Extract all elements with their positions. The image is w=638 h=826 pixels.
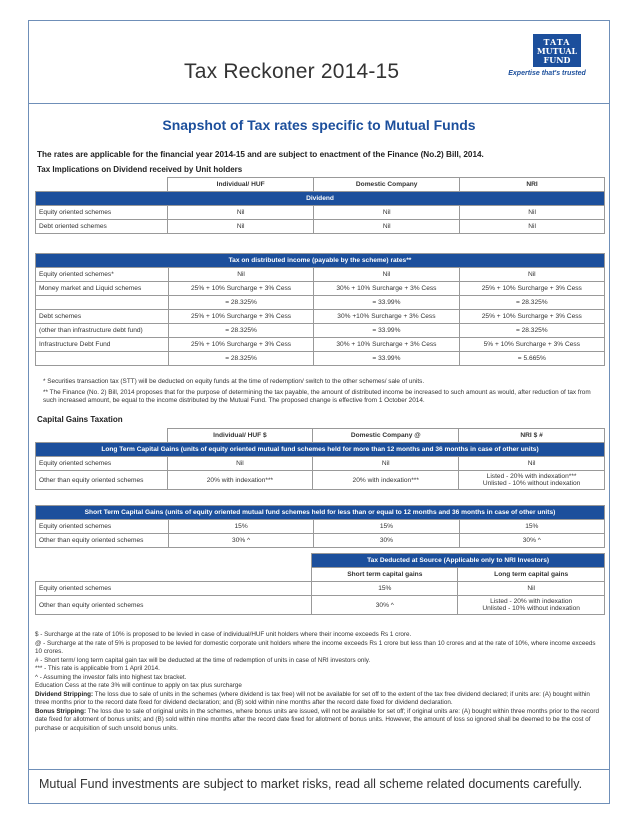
table-cell: = 28.325% (168, 352, 313, 366)
bonus-stripping-text: The loss due to sale of original units in the schemes, where bonus units are issued, will not be available for set off; if original units are: (A) bought within three months prior to the record date fixed for allotment of bonus units; and (B) sold within nine months after the record date fixed for allotment of bonus units. However, the amount of loss so ignored shall be deemed to be the cost of purchase or acquisition of such unsold bonus units. (35, 707, 599, 732)
band-cell: Tax on distributed income (payable by the scheme) rates** (36, 254, 605, 268)
table-cell: Equity oriented schemes (36, 520, 169, 534)
page-title: Tax Reckoner 2014-15 (184, 60, 400, 83)
snapshot-title: Snapshot of Tax rates specific to Mutual Funds (162, 117, 476, 133)
table-cell: 30% +10% Surcharge + 3% Cess (314, 310, 459, 324)
dividend-heading: Tax Implications on Dividend received by Unit holders (37, 165, 243, 174)
tagline: Expertise that's trusted (508, 70, 586, 77)
table-cell: 25% + 10% Surcharge + 3% Cess (459, 282, 604, 296)
table-cell (459, 471, 605, 490)
header-cell: NRI (460, 178, 605, 192)
table-row (36, 596, 605, 615)
table-cell: Money market and Liquid schemes (36, 282, 169, 296)
dividend-stripping-label: Dividend Stripping: (35, 690, 94, 698)
table-cell: 30% + 10% Surcharge + 3% Cess (314, 282, 459, 296)
table-cell (36, 296, 169, 310)
table-cell: Nil (458, 582, 605, 596)
table-row (36, 338, 605, 352)
table-cell: 15% (459, 520, 604, 534)
distribution-tax-table (35, 253, 605, 366)
finance-bill-note: ** The Finance (No. 2) Bill, 2014 proposes that for the purpose of determining the tax payable, the amount of distributed income be increased to such amount as would, after reduction of tax from such increased amount, be equal to the income distributed by the Mutual Fund. The proposed change is effective from 1 October 2014. (43, 389, 591, 404)
capital-gains-table (35, 428, 605, 490)
logo-box (533, 34, 581, 67)
risk-disclaimer: Mutual Fund investments are subject to market risks, read all scheme related documents carefully. (39, 777, 583, 791)
table-cell: Debt oriented schemes (36, 220, 168, 234)
short-term-table (35, 505, 605, 548)
table-row (36, 282, 605, 296)
header-cell (36, 568, 167, 582)
table-cell: Nil (168, 206, 314, 220)
header-cell: Short term capital gains (312, 568, 458, 582)
table-cell: Nil (459, 268, 604, 282)
header-cell: Long term capital gains (458, 568, 605, 582)
table-cell: Nil (460, 206, 605, 220)
band-row (36, 443, 605, 457)
tata-mutual-fund-logo (508, 34, 591, 77)
table-cell: 30% ^ (168, 534, 313, 548)
bonus-stripping-note (35, 708, 603, 734)
table-row (36, 582, 605, 596)
table-cell: 30% + 10% Surcharge + 3% Cess (314, 338, 459, 352)
table-cell (36, 554, 167, 568)
header-cell: Domestic Company (314, 178, 460, 192)
table-row (36, 268, 605, 282)
band-cell: Dividend (36, 192, 605, 206)
table-cell: = 33.99% (314, 352, 459, 366)
table-row (36, 310, 605, 324)
table-cell: Equity oriented schemes (36, 457, 168, 471)
table-cell: = 28.325% (459, 296, 604, 310)
table-row (36, 471, 605, 490)
table-row (36, 324, 605, 338)
footnote: # - Short term/ long term capital gain tax will be deducted at the time of redemption of units in case of NRI investors only. (35, 656, 371, 664)
table-row (36, 457, 605, 471)
header-cell (36, 429, 168, 443)
table-cell: 20% with indexation*** (167, 471, 313, 490)
table-row (36, 296, 605, 310)
footnote: @ - Surcharge at the rate of 5% is proposed to be levied for domestic corporate unit holders where the income exceeds Rs 1 crore but less than 10 crores and at the rate of 10%, where income exceeds 10 crores. (35, 639, 596, 655)
table-cell (36, 352, 169, 366)
footer-divider (29, 769, 609, 770)
footnote: $ - Surcharge at the rate of 10% is proposed to be levied in case of individual/HUF unit holders where their income exceeds Rs 1 crore. (35, 631, 412, 638)
table-cell: = 5.665% (459, 352, 604, 366)
table-cell: 30% ^ (312, 596, 458, 615)
header-divider (29, 103, 609, 104)
table-cell: 20% with indexation*** (313, 471, 459, 490)
table-cell: Nil (168, 268, 313, 282)
table-cell: Infrastructure Debt Fund (36, 338, 169, 352)
table-cell: Nil (167, 457, 313, 471)
footnotes (35, 631, 603, 733)
table-cell: 5% + 10% Surcharge + 3% Cess (459, 338, 604, 352)
table-cell: Nil (168, 220, 314, 234)
table-cell: Nil (460, 220, 605, 234)
cell-line: Listed - 20% with indexation*** (486, 473, 577, 480)
bonus-stripping-label: Bonus Stripping: (35, 707, 87, 715)
table-header-row (36, 568, 605, 582)
table-header-row (36, 178, 605, 192)
dividend-stripping-text: The loss due to sale of units in the schemes (where dividend is tax free) will not be available for set off to the extent of the tax free dividend declared; if units are: (A) bought within three months prior to the record date fixed for dividend declaration; and (B) sold within nine months after the record date fixed for dividend declaration. (35, 690, 590, 706)
header-cell: Individual/ HUF $ (167, 429, 313, 443)
stt-note: * Securities transaction tax (STT) will be deducted on equity funds at the time of redemption/ switch to the other schemes/ sale of units. (43, 378, 425, 385)
table-header-row (36, 429, 605, 443)
table-cell: 25% + 10% Surcharge + 3% Cess (168, 310, 313, 324)
cell-line: Unlisted - 10% without indexation (482, 480, 581, 487)
header-cell: Individual/ HUF (168, 178, 314, 192)
capital-gains-heading: Capital Gains Taxation (37, 415, 123, 424)
logo-line1: TATA (543, 37, 571, 47)
table-cell: Nil (459, 457, 605, 471)
tds-table (35, 553, 605, 615)
table-cell: = 28.325% (168, 324, 313, 338)
band-row (36, 506, 605, 520)
intro-text: The rates are applicable for the financial year 2014-15 and are subject to enactment of the Finance (No.2) Bill, 2014. (37, 150, 484, 159)
logo-line2: MUTUAL (536, 46, 578, 56)
table-cell: = 33.99% (314, 296, 459, 310)
band-cell: Tax Deducted at Source (Applicable only to NRI Investors) (312, 554, 605, 568)
header-cell (167, 568, 312, 582)
table-cell: Nil (314, 220, 460, 234)
table-cell: 25% + 10% Surcharge + 3% Cess (459, 310, 604, 324)
table-row (36, 352, 605, 366)
table-cell: = 33.99% (314, 324, 459, 338)
table-cell: 25% + 10% Surcharge + 3% Cess (168, 282, 313, 296)
table-cell: 30% ^ (459, 534, 604, 548)
table-cell: Debt schemes (36, 310, 169, 324)
table-cell: 15% (314, 520, 459, 534)
table-cell: 30% (314, 534, 459, 548)
table-cell: Equity oriented schemes (36, 206, 168, 220)
table-row (36, 220, 605, 234)
band-row (36, 192, 605, 206)
table-cell: = 28.325% (459, 324, 604, 338)
table-cell: Nil (313, 457, 459, 471)
cell-line: Listed - 20% with indexation (490, 598, 573, 605)
band-row (36, 554, 605, 568)
table-cell: (other than infrastructure debt fund) (36, 324, 169, 338)
table-cell: Other than equity oriented schemes (36, 534, 169, 548)
table-cell: Nil (314, 268, 459, 282)
table-row (36, 534, 605, 548)
band-row (36, 254, 605, 268)
table-cell: Nil (314, 206, 460, 220)
table-cell (167, 554, 312, 568)
logo-line3: FUND (543, 55, 571, 65)
table-row (36, 520, 605, 534)
header-cell: NRI $ # (459, 429, 605, 443)
header-cell (36, 178, 168, 192)
table-row (36, 206, 605, 220)
band-cell: Long Term Capital Gains (units of equity oriented mutual fund schemes held for more than 12 months and 36 months in case of other units) (36, 443, 605, 457)
table-cell: 15% (168, 520, 313, 534)
cell-line: Unlisted - 10% without indexation (482, 605, 580, 612)
dividend-stripping-note (35, 691, 603, 708)
table-cell: 15% (312, 582, 458, 596)
band-cell: Short Term Capital Gains (units of equity oriented mutual fund schemes held for less than or equal to 12 months and 36 months in case of other units) (36, 506, 605, 520)
table-cell: 25% + 10% Surcharge + 3% Cess (168, 338, 313, 352)
table-cell: Equity oriented schemes* (36, 268, 169, 282)
footnote: *** - This rate is applicable from 1 April 2014. (35, 665, 160, 672)
dividend-table (35, 177, 605, 234)
header (29, 21, 609, 103)
header-cell: Domestic Company @ (313, 429, 459, 443)
table-cell (458, 596, 605, 615)
document-page (28, 20, 610, 804)
table-cell: Equity oriented schemes (36, 582, 312, 596)
footnote: Education Cess at the rate 3% will continue to apply on tax plus surcharge (35, 682, 242, 689)
table-cell: = 28.325% (168, 296, 313, 310)
table-cell: Other than equity oriented schemes (36, 596, 312, 615)
table-cell: Other than equity oriented schemes (36, 471, 168, 490)
footnote: ^ - Assuming the investor falls into highest tax bracket. (35, 673, 187, 681)
